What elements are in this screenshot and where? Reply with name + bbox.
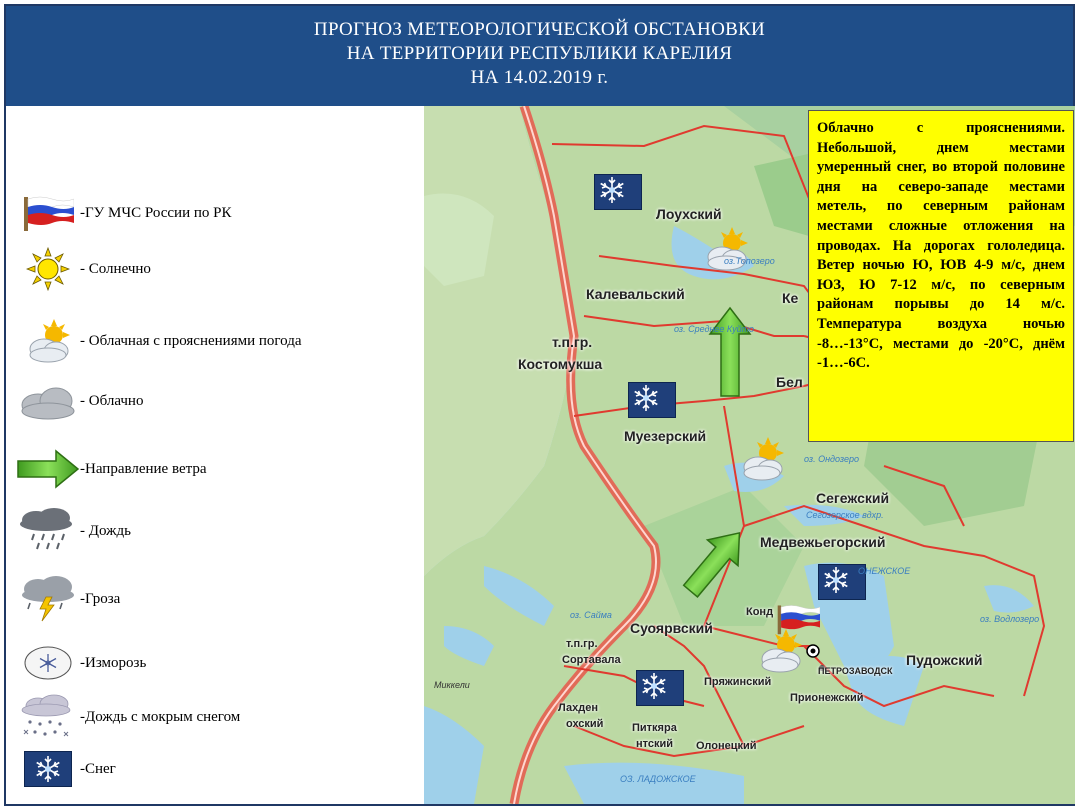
forecast-text-box: Облачно с прояснениями. Небольшой, днем местами умеренный снег, во второй половине дня на северо-западе местами метель, по северным районам местами сложные отложения на проводах. На дорогах гололедица. Ветер ночью Ю, ЮВ 4-9 м/с, днем ЮЗ, Ю 7-12 м/с, по северным районам порывы до 14 м/с. Температура воздуха ночью -8…-13°С, местами до -20°С, днём -1…-6С. xyxy=(808,110,1074,442)
lake-sredny-kuito: оз. Среднее Куйто xyxy=(674,324,755,334)
district-sortavala: Сортавала xyxy=(562,654,621,666)
sun-cloud-icon-louhi xyxy=(696,224,756,274)
district-kalevalsky: Калевальский xyxy=(586,286,685,302)
district-bel: Бел xyxy=(776,374,803,390)
flag-icon xyxy=(16,190,80,236)
legend-panel xyxy=(6,106,424,804)
title-line-1: ПРОГНОЗ МЕТЕОРОЛОГИЧЕСКОЙ ОБСТАНОВКИ xyxy=(313,19,766,40)
lake-ladozhskoe: ОЗ. ЛАДОЖСКОЕ xyxy=(620,774,696,784)
district-kostomuksha: Костомукша xyxy=(518,356,603,372)
lake-vodlozero: оз. Водлозеро xyxy=(980,614,1040,624)
lake-ondozero: оз. Ондозеро xyxy=(804,454,860,464)
district-prionezhsky: Прионежский xyxy=(790,692,864,704)
sleet-icon xyxy=(16,694,80,740)
legend-label-sun: - Солнечно xyxy=(80,260,151,277)
snow-icon-pryazha xyxy=(636,670,684,706)
district-segezhsky: Сегежский xyxy=(816,490,890,506)
legend-item-snow xyxy=(16,746,116,792)
wind-arrow-north xyxy=(708,306,752,398)
legend-label-frost: -Изморозь xyxy=(80,654,147,671)
wind-arrow-icon xyxy=(16,446,80,492)
legend-item-sleet xyxy=(16,694,240,740)
district-pudozhsky: Пудожский xyxy=(906,652,983,668)
title-date: НА 14.02.2019 г. xyxy=(470,67,609,88)
lake-topozero: оз.Топозеро xyxy=(724,256,775,266)
district-louhsky: Лоухский xyxy=(656,206,722,222)
district-medvezhyegorsky: Медвежьегорский xyxy=(760,534,886,550)
legend-item-frost xyxy=(16,640,146,686)
legend-item-suncloud xyxy=(16,318,310,364)
legend-item-wind xyxy=(16,446,207,492)
legend-label-cloud: - Облачно xyxy=(80,392,144,409)
legend-item-thunder xyxy=(16,576,120,622)
district-kostomuksha-prefix: т.п.гр. xyxy=(552,334,593,350)
legend-label-rain: - Дождь xyxy=(80,522,131,539)
sun-icon xyxy=(16,246,80,292)
frost-icon xyxy=(16,640,80,686)
page-header xyxy=(6,6,1073,106)
district-pitkya-2: нтский xyxy=(636,738,674,750)
district-pitkya-1: Питкяра xyxy=(632,722,677,734)
lake-segozero: Сегозерское вдхр. xyxy=(806,510,884,520)
city-mikkeli: Миккели xyxy=(434,680,470,690)
sun-cloud-icon-muezersky xyxy=(732,434,792,484)
snow-icon-muezersky xyxy=(628,382,676,418)
legend-item-rain xyxy=(16,508,131,554)
district-kond: Конд xyxy=(746,606,774,618)
legend-label-suncloud: - Облачная с прояснениями погода xyxy=(80,332,302,349)
district-pryazhinsky: Пряжинский xyxy=(704,676,772,688)
district-sortavala-prefix: т.п.гр. xyxy=(566,638,598,650)
title-line-2: НА ТЕРРИТОРИИ РЕСПУБЛИКИ КАРЕЛИЯ xyxy=(346,43,733,64)
legend-label-flag: -ГУ МЧС России по РК xyxy=(80,204,232,221)
district-muezersky: Муезерский xyxy=(624,428,707,444)
sun-cloud-icon xyxy=(16,318,80,364)
snow-icon-louhi xyxy=(594,174,642,210)
district-lahden-2: охский xyxy=(566,718,604,730)
snow-icon xyxy=(16,746,80,792)
legend-label-sleet: -Дождь с мокрым снегом xyxy=(80,708,241,725)
legend-label-snow: -Снег xyxy=(80,760,116,777)
cloud-icon xyxy=(16,378,80,424)
lake-onezhskoe: ОНЕЖСКОЕ xyxy=(858,566,911,576)
district-kem: Ке xyxy=(782,290,799,306)
thunder-icon xyxy=(16,576,80,622)
capital-marker-icon xyxy=(806,644,820,658)
legend-item-sun xyxy=(16,246,151,292)
city-petrozavodsk: ПЕТРОЗАВОДСК xyxy=(818,666,893,676)
legend-label-thunder: -Гроза xyxy=(80,590,121,607)
legend-label-wind: -Направление ветра xyxy=(80,460,207,477)
legend-item-flag xyxy=(16,190,231,236)
mchs-flag-icon xyxy=(776,602,820,636)
lake-saima: оз. Сайма xyxy=(570,610,612,620)
rain-icon xyxy=(16,508,80,554)
district-lahden-1: Лахден xyxy=(558,702,598,714)
legend-item-cloud xyxy=(16,378,143,424)
wind-arrow-northeast xyxy=(680,522,750,602)
district-olonetsky: Олонецкий xyxy=(696,740,757,752)
district-suoyarvsky: Суоярвский xyxy=(630,620,713,636)
